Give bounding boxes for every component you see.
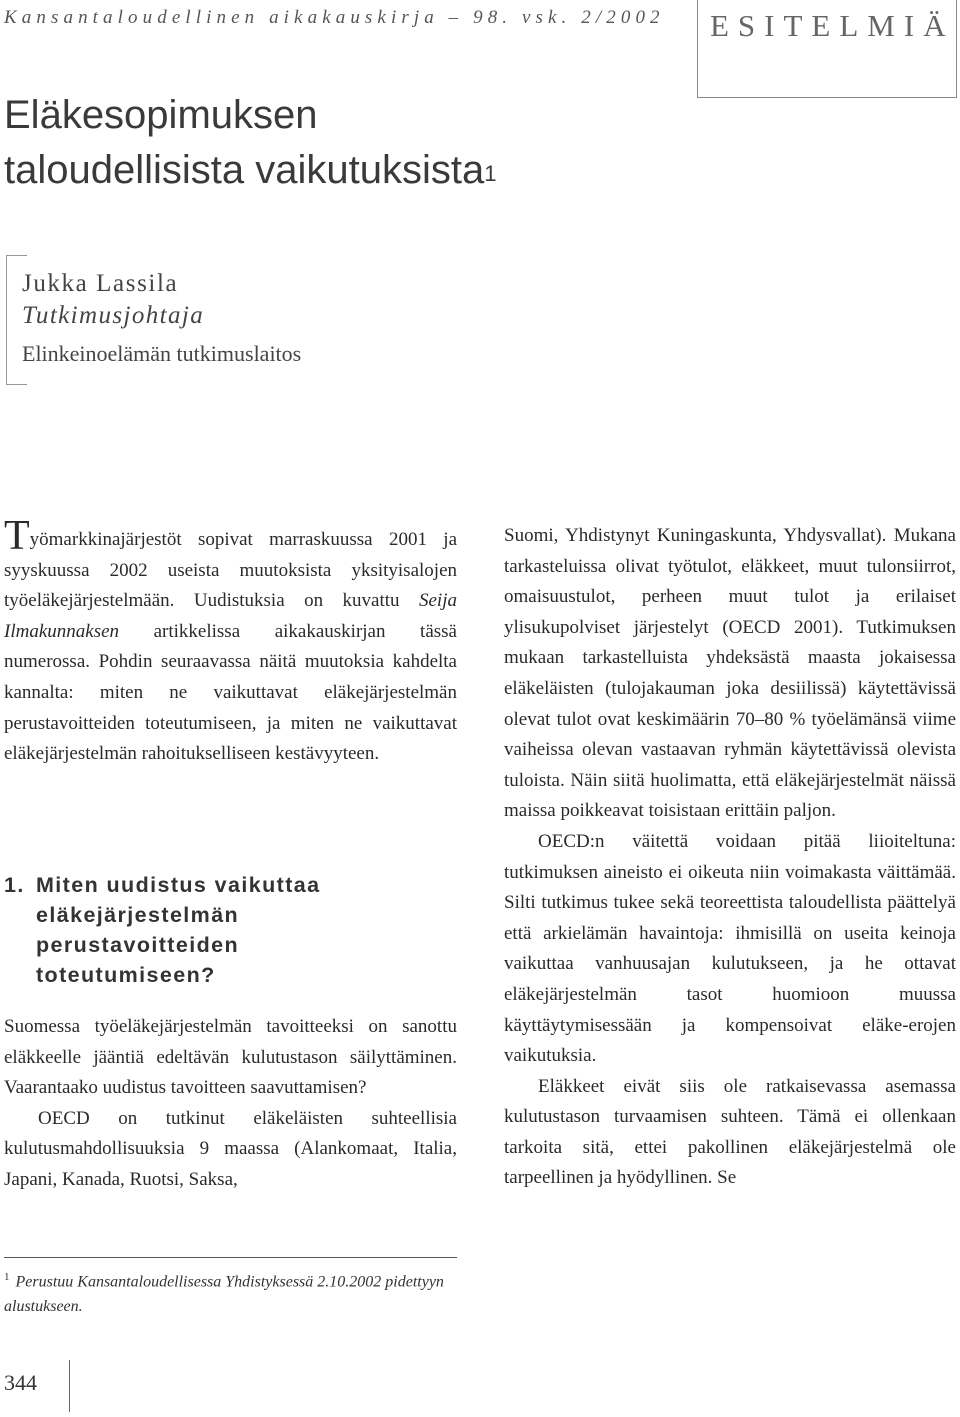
author-name: Jukka Lassila [22, 270, 179, 297]
intro-text-a: yömarkkinajärjestöt sopivat marraskuussa 2001 ja syyskuussa 2002 useista muutoksista yksityisalojen työeläkejärjestelmään. Uudistuksia on kuvattu [4, 529, 457, 612]
heading-line-2: eläkejärjestelmän [36, 903, 240, 927]
heading-number: 1. [4, 873, 25, 897]
article-title [4, 88, 496, 198]
author-organization: Elinkeinoelämän tutkimuslaitos [22, 341, 302, 366]
page-number: 344 [4, 1370, 37, 1395]
heading-line-4: toteutumiseen? [36, 963, 216, 987]
paragraph-5: Eläkkeet eivät siis ole ratkaisevassa asemassa kulutustason turvaamisen suhteen. Tämä ei ollenkaan tarkoita sitä, ettei pakollinen eläkejärjestelmä ole tarpeellinen ja hyödyllinen. Se [504, 1075, 956, 1189]
paragraph-intro [4, 513, 457, 770]
author-role: Tutkimusjohtaja [22, 302, 205, 329]
title-line-2: taloudellisista vaikutuksista [4, 148, 485, 192]
page-number-rule [69, 1360, 70, 1412]
paragraph-2: Suomessa työeläkejärjestelmän tavoitteeksi on sanottu eläkkeelle jääntiä edeltävän kulutustason säilyttäminen. Vaarantaako uudistus tavoitteen saavuttamisen? [4, 1016, 457, 1099]
title-line-1: Eläkesopimuksen [4, 93, 318, 137]
intro-text-b: artikkelissa aikakauskirjan tässä numerossa. Pohdin seuraavassa näitä muutoksia kahdelta kannalta: miten ne vaikuttavat eläkejärjestelmän perustavoitteiden toteutumiseen, ja miten ne vaikuttavat eläkejärjestelmän rahoitukselliseen kestävyyteen. [4, 620, 457, 765]
section-box [697, 0, 957, 98]
right-column [504, 521, 956, 1194]
heading-line-3: perustavoitteiden [36, 933, 240, 957]
footnote-mark: 1 [4, 1271, 10, 1283]
paragraph-3-continued: Suomi, Yhdistynyt Kuningaskunta, Yhdysvallat). Mukana tarkasteluissa olivat työtulot, eläkkeet, muut tulonsiirrot, omaisuustulot, perheen muut tulot ja erilaiset ylisukupolviset järjestelyt (OECD 2001). Tutkimuksen mukaan tarkastelluista yhdeksästä maasta jokaisessa eläkeläisten (tulojakauman joka desiilissä) käytettävissä olevat tulot ovat keskimäärin 70–80 % työelämänsä viime vaiheissa olevan vastaavan ryhmän käytettävissä olevista tuloista. Näin siitä huolimatta, että eläkejärjestelmät näissä maissa poikkeavat toisistaan erittäin paljon. [504, 525, 956, 822]
title-footnote-mark: 1 [484, 161, 497, 186]
drop-cap: T [4, 513, 30, 559]
section-heading [4, 870, 444, 990]
author-reference: Seija Ilmakunnaksen [4, 590, 457, 642]
paragraph-4: OECD:n väitettä voidaan pitää liioiteltuna: tutkimuksen aineisto ei oikeuta niin voimakasta väittämää. Silti tutkimus tukee sekä teoreettista taloudellista päättelyä että arkielämän havaintoja: ihmisillä on useita keinoja vaikuttaa vanhuusajan kulutukseen, ja he ottavat eläkejärjestelmän tasot huomioon muussa käyttäytymisessään ja kompensoivat eläke-erojen vaikutuksia. [504, 830, 956, 1067]
footnote-text: Perustuu Kansantaloudellisessa Yhdistyksessä 2.10.2002 pidettyyn alustukseen. [4, 1273, 444, 1316]
left-column-body [4, 1012, 457, 1196]
footnote [4, 1265, 457, 1319]
heading-line-1: Miten uudistus vaikuttaa [36, 873, 321, 897]
left-column-intro [4, 513, 457, 770]
paragraph-3: OECD on tutkinut eläkeläisten suhteellisia kulutusmahdollisuuksia 9 maassa (Alankomaat, Italia, Japani, Kanada, Ruotsi, Saksa, [4, 1107, 457, 1190]
section-label: ESITELMIÄ [710, 8, 955, 43]
journal-header: Kansantaloudellinen aikakauskirja – 98. vsk. 2/2002 [4, 7, 665, 28]
footnote-rule [4, 1257, 457, 1258]
